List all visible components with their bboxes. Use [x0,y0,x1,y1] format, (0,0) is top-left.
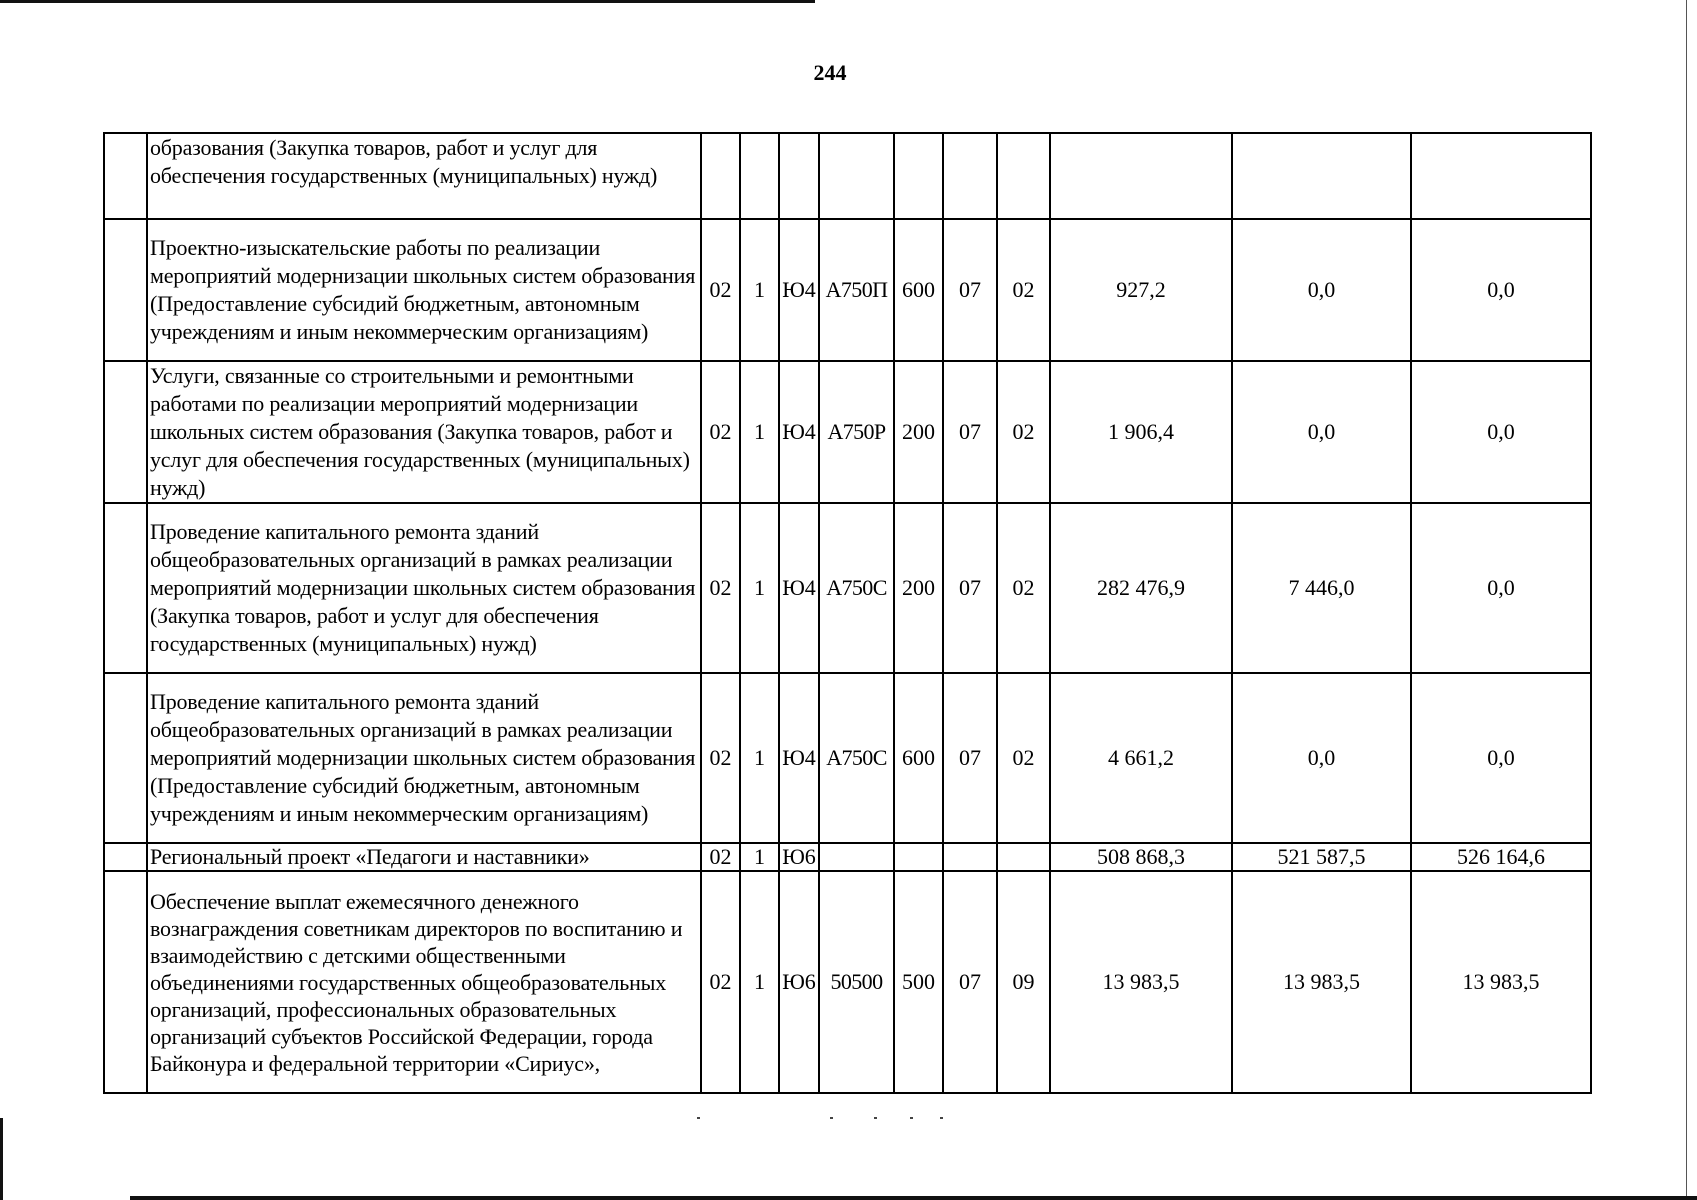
code-cell: 02 [997,219,1050,361]
code-cell: 1 [740,219,779,361]
code-cell: 07 [943,219,997,361]
code-cell [740,133,779,219]
amount-cell: 13 983,5 [1411,871,1591,1093]
code-cell: 02 [701,219,740,361]
row-index-cell [104,871,147,1093]
row-index-cell [104,503,147,673]
item-name-cell: Услуги, связанные со строительными и ремонтными работами по реализации мероприятий модернизации школьных систем образования (Закупка товаров, работ и услуг для обеспечения государственных (муниципальных) нужд) [147,361,701,503]
code-cell: Ю4 [779,503,819,673]
code-cell: 02 [997,503,1050,673]
amount-cell [1232,133,1411,219]
code-cell: 1 [740,843,779,871]
row-index-cell [104,133,147,219]
code-cell: 1 [740,361,779,503]
table-row [104,871,1591,1093]
code-cell: 02 [701,673,740,843]
amount-cell [1050,133,1232,219]
code-cell [997,133,1050,219]
scan-edge-left [0,1118,3,1200]
table-row [104,133,1591,219]
code-cell [894,843,943,871]
scan-edge-bottom [130,1196,1697,1200]
amount-cell: 13 983,5 [1232,871,1411,1093]
code-cell: 07 [943,673,997,843]
code-cell: 1 [740,673,779,843]
code-cell: 07 [943,361,997,503]
amount-cell: 0,0 [1411,673,1591,843]
amount-cell: 927,2 [1050,219,1232,361]
code-cell: 200 [894,503,943,673]
amount-cell: 1 906,4 [1050,361,1232,503]
code-cell: А750П [819,219,894,361]
amount-cell: 0,0 [1232,361,1411,503]
item-name-cell: Проведение капитального ремонта зданий общеобразовательных организаций в рамках реализации мероприятий модернизации школьных систем образования (Предоставление субсидий бюджетным, автономным учреждениям и иным некоммерческим организациям) [147,673,701,843]
code-cell: 600 [894,219,943,361]
code-cell: Ю6 [779,843,819,871]
scan-edge-right [1686,0,1687,1200]
amount-cell: 0,0 [1232,673,1411,843]
scan-speck [874,1117,877,1119]
row-index-cell [104,843,147,871]
row-index-cell [104,673,147,843]
code-cell [819,843,894,871]
amount-cell: 508 868,3 [1050,843,1232,871]
code-cell: 500 [894,871,943,1093]
page-number: 244 [813,60,847,85]
code-cell: 09 [997,871,1050,1093]
amount-cell: 526 164,6 [1411,843,1591,871]
code-cell: А750С [819,503,894,673]
item-name-cell: Проведение капитального ремонта зданий общеобразовательных организаций в рамках реализации мероприятий модернизации школьных систем образования (Закупка товаров, работ и услуг для обеспечения государственных (муниципальных) нужд) [147,503,701,673]
code-cell: 02 [701,843,740,871]
amount-cell: 0,0 [1411,361,1591,503]
code-cell: Ю4 [779,673,819,843]
code-cell: 07 [943,871,997,1093]
amount-cell: 0,0 [1411,503,1591,673]
scan-speck [910,1117,913,1119]
item-name-cell: Проектно-изыскательские работы по реализации мероприятий модернизации школьных систем образования (Предоставление субсидий бюджетным, автономным учреждениям и иным некоммерческим организациям) [147,219,701,361]
code-cell: А750Р [819,361,894,503]
code-cell: 50500 [819,871,894,1093]
budget-table [103,132,1592,1094]
code-cell: Ю4 [779,219,819,361]
code-cell: 200 [894,361,943,503]
code-cell [943,133,997,219]
amount-cell: 0,0 [1232,219,1411,361]
code-cell: Ю6 [779,871,819,1093]
code-cell: 02 [997,673,1050,843]
row-index-cell [104,361,147,503]
code-cell: А750С [819,673,894,843]
scan-speck [830,1117,833,1119]
code-cell: 1 [740,503,779,673]
item-name-cell: Обеспечение выплат ежемесячного денежного вознаграждения советникам директоров по воспитанию и взаимодействию с детскими общественными объединениями государственных общеобразовательных организаций, профессиональных образовательных организаций субъектов Российской Федерации, города Байконура и федеральной территории «Сириус», [147,871,701,1093]
row-index-cell [104,219,147,361]
code-cell [943,843,997,871]
scan-edge-top [0,0,815,3]
amount-cell: 0,0 [1411,219,1591,361]
amount-cell: 521 587,5 [1232,843,1411,871]
code-cell [819,133,894,219]
table-row [104,503,1591,673]
code-cell: 02 [701,503,740,673]
code-cell: 02 [701,871,740,1093]
code-cell [779,133,819,219]
amount-cell: 4 661,2 [1050,673,1232,843]
code-cell: Ю4 [779,361,819,503]
amount-cell: 13 983,5 [1050,871,1232,1093]
table-row [104,361,1591,503]
code-cell [894,133,943,219]
amount-cell [1411,133,1591,219]
table-row [104,219,1591,361]
scan-speck [697,1117,700,1119]
table-row [104,673,1591,843]
item-name-cell: Региональный проект «Педагоги и наставники» [147,843,701,871]
code-cell: 1 [740,871,779,1093]
code-cell: 02 [701,361,740,503]
amount-cell: 7 446,0 [1232,503,1411,673]
table-row [104,843,1591,871]
code-cell [997,843,1050,871]
code-cell: 07 [943,503,997,673]
code-cell: 02 [997,361,1050,503]
item-name-cell: образования (Закупка товаров, работ и услуг для обеспечения государственных (муниципальных) нужд) [147,133,701,219]
code-cell: 600 [894,673,943,843]
amount-cell: 282 476,9 [1050,503,1232,673]
code-cell [701,133,740,219]
scan-speck [940,1117,943,1119]
